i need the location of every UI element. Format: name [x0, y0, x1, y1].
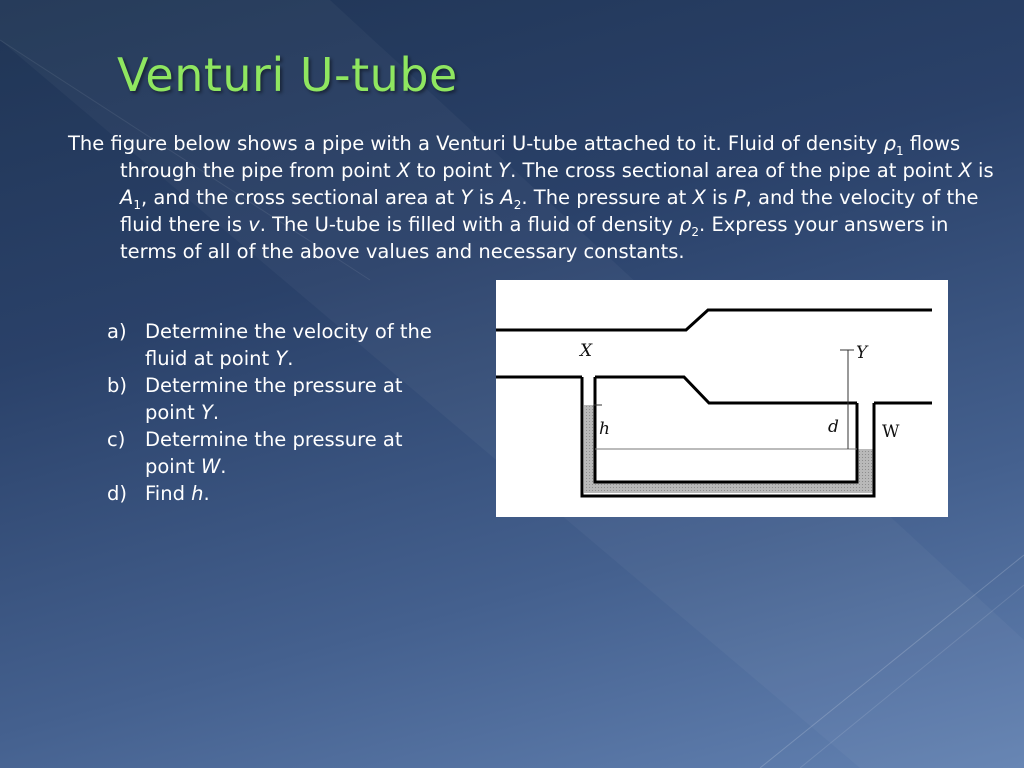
pipe-bottom-wall-middle [595, 377, 857, 403]
subscript-1: 1 [895, 143, 904, 158]
question-marker: a) [107, 320, 127, 343]
var-x: X [692, 186, 706, 209]
label-x: X [580, 341, 593, 361]
question-item [107, 480, 457, 507]
var-x: X [958, 159, 972, 182]
intro-text: The figure below shows a pipe with a Venturi U-tube attached to it. Fluid of density [68, 132, 884, 155]
intro-text: , and the velocity of the fluid there is [120, 186, 979, 236]
var-a: A [500, 186, 514, 209]
intro-text: . Express your answers in terms of all of the above values and necessary constants. [120, 213, 949, 263]
intro-text: to point [410, 159, 499, 182]
intro-text: . The U-tube is filled with a fluid of density [259, 213, 680, 236]
question-text: Find h. [145, 482, 210, 505]
question-marker: b) [107, 374, 127, 397]
question-marker: c) [107, 428, 126, 451]
var-x: X [396, 159, 411, 182]
question-marker: d) [107, 482, 127, 505]
label-y: Y [856, 343, 868, 363]
intro-text: is [971, 159, 994, 182]
question-text: Determine the pressure at point Y. [145, 374, 403, 424]
var-y: Y [498, 159, 511, 182]
question-text: Determine the pressure at point W. [145, 428, 403, 478]
label-h: h [599, 419, 610, 439]
question-item [107, 318, 457, 372]
venturi-diagram [496, 280, 948, 517]
pipe-top-wall [496, 310, 932, 330]
subscript-2: 2 [513, 197, 522, 212]
question-item [107, 372, 457, 426]
intro-text: is [705, 186, 734, 209]
slide-title: Venturi U-tube [117, 48, 458, 102]
question-text: Determine the velocity of the fluid at point Y. [145, 320, 432, 370]
rho-symbol: ρ [883, 132, 896, 155]
intro-text: . The cross sectional area of the pipe at point [510, 159, 959, 182]
u-tube-inner-wall [595, 377, 857, 482]
question-item [107, 426, 457, 480]
subscript-1: 1 [133, 197, 141, 212]
label-w: W [882, 422, 900, 442]
var-p: P [733, 186, 746, 209]
intro-text: , and the cross sectional area at [140, 186, 461, 209]
intro-text: flows through the pipe from point [120, 132, 961, 182]
rho-symbol: ρ [679, 213, 692, 236]
var-a: A [120, 186, 134, 209]
venturi-figure [496, 280, 948, 517]
question-list [107, 318, 457, 507]
var-v: v [248, 213, 260, 236]
label-d: d [828, 417, 839, 437]
subscript-2: 2 [691, 224, 700, 239]
problem-statement [68, 130, 1010, 265]
intro-text: . The pressure at [521, 186, 693, 209]
intro-text: is [472, 186, 501, 209]
var-y: Y [460, 186, 473, 209]
